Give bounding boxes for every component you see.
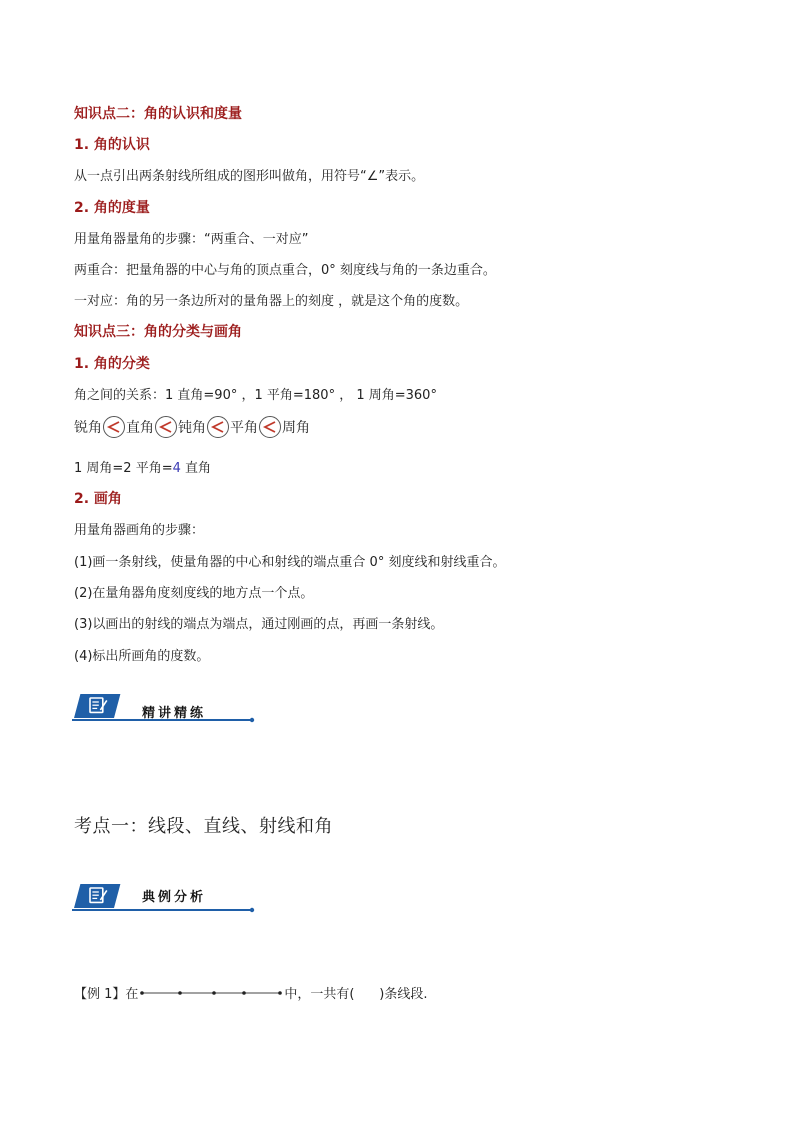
draw-step-3: (3)以画出的射线的端点为端点，通过刚画的点，再画一条射线。 [74,617,444,632]
example-end: )条线段. [379,987,428,1002]
example-1 [74,983,428,1002]
angle-order-chain [74,416,310,438]
chain-obtuse: 钝角 [178,420,206,436]
exam-point-title: 考点一：线段、直线、射线和角 [74,816,333,837]
less-than-icon [207,416,229,438]
chain-acute: 锐角 [74,420,102,436]
chain-straight: 平角 [230,420,258,436]
kp2-sub2: 2. 角的度量 [74,200,150,216]
banner-label: 精讲精练 [142,706,207,721]
answer-blank[interactable] [354,985,379,1000]
kp2-line3: 两重合：把量角器的中心与角的顶点重合，0° 刻度线与角的一条边重合。 [74,263,496,278]
kp2-line1: 从一点引出两条射线所组成的图形叫做角，用符号“∠”表示。 [74,169,425,184]
kp2-sub1: 1. 角的认识 [74,137,150,153]
kp3-sub1: 1. 角的分类 [74,356,150,372]
less-than-icon [259,416,281,438]
section-banner-examples [72,880,262,916]
example-after: 中，一共有( [284,987,355,1002]
chain-round: 周角 [282,420,310,436]
eq-pre: 1 周角=2 平角= [74,461,173,476]
kp3-equation [74,457,211,476]
kp3-relation: 角之间的关系：1 直角=90° ，1 平角=180° ， 1 周角=360° [74,388,437,403]
chain-right: 直角 [126,420,154,436]
draw-step-2: (2)在量角器角度刻度线的地方点一个点。 [74,586,314,601]
kp2-line4: 一对应：角的另一条边所对的量角器上的刻度 ，就是这个角的度数。 [74,294,469,309]
kp2-line2: 用量角器量角的步骤：“两重合、一对应” [74,232,309,247]
kp3-heading: 知识点三：角的分类与画角 [74,324,242,340]
draw-intro: 用量角器画角的步骤： [74,523,205,538]
segment-figure [140,987,282,999]
kp3-sub2: 2. 画角 [74,491,122,507]
eq-num: 4 [172,461,181,476]
kp2-heading: 知识点二：角的认识和度量 [74,106,242,122]
example-tag: 【例 1】在 [74,987,139,1002]
draw-step-1: (1)画一条射线，使量角器的中心和射线的端点重合 0° 刻度线和射线重合。 [74,555,506,570]
less-than-icon [103,416,125,438]
eq-post: 直角 [180,461,212,476]
banner-label: 典例分析 [142,890,207,905]
section-banner-practice [72,690,262,726]
less-than-icon [155,416,177,438]
draw-step-4: (4)标出所画角的度数。 [74,649,210,664]
